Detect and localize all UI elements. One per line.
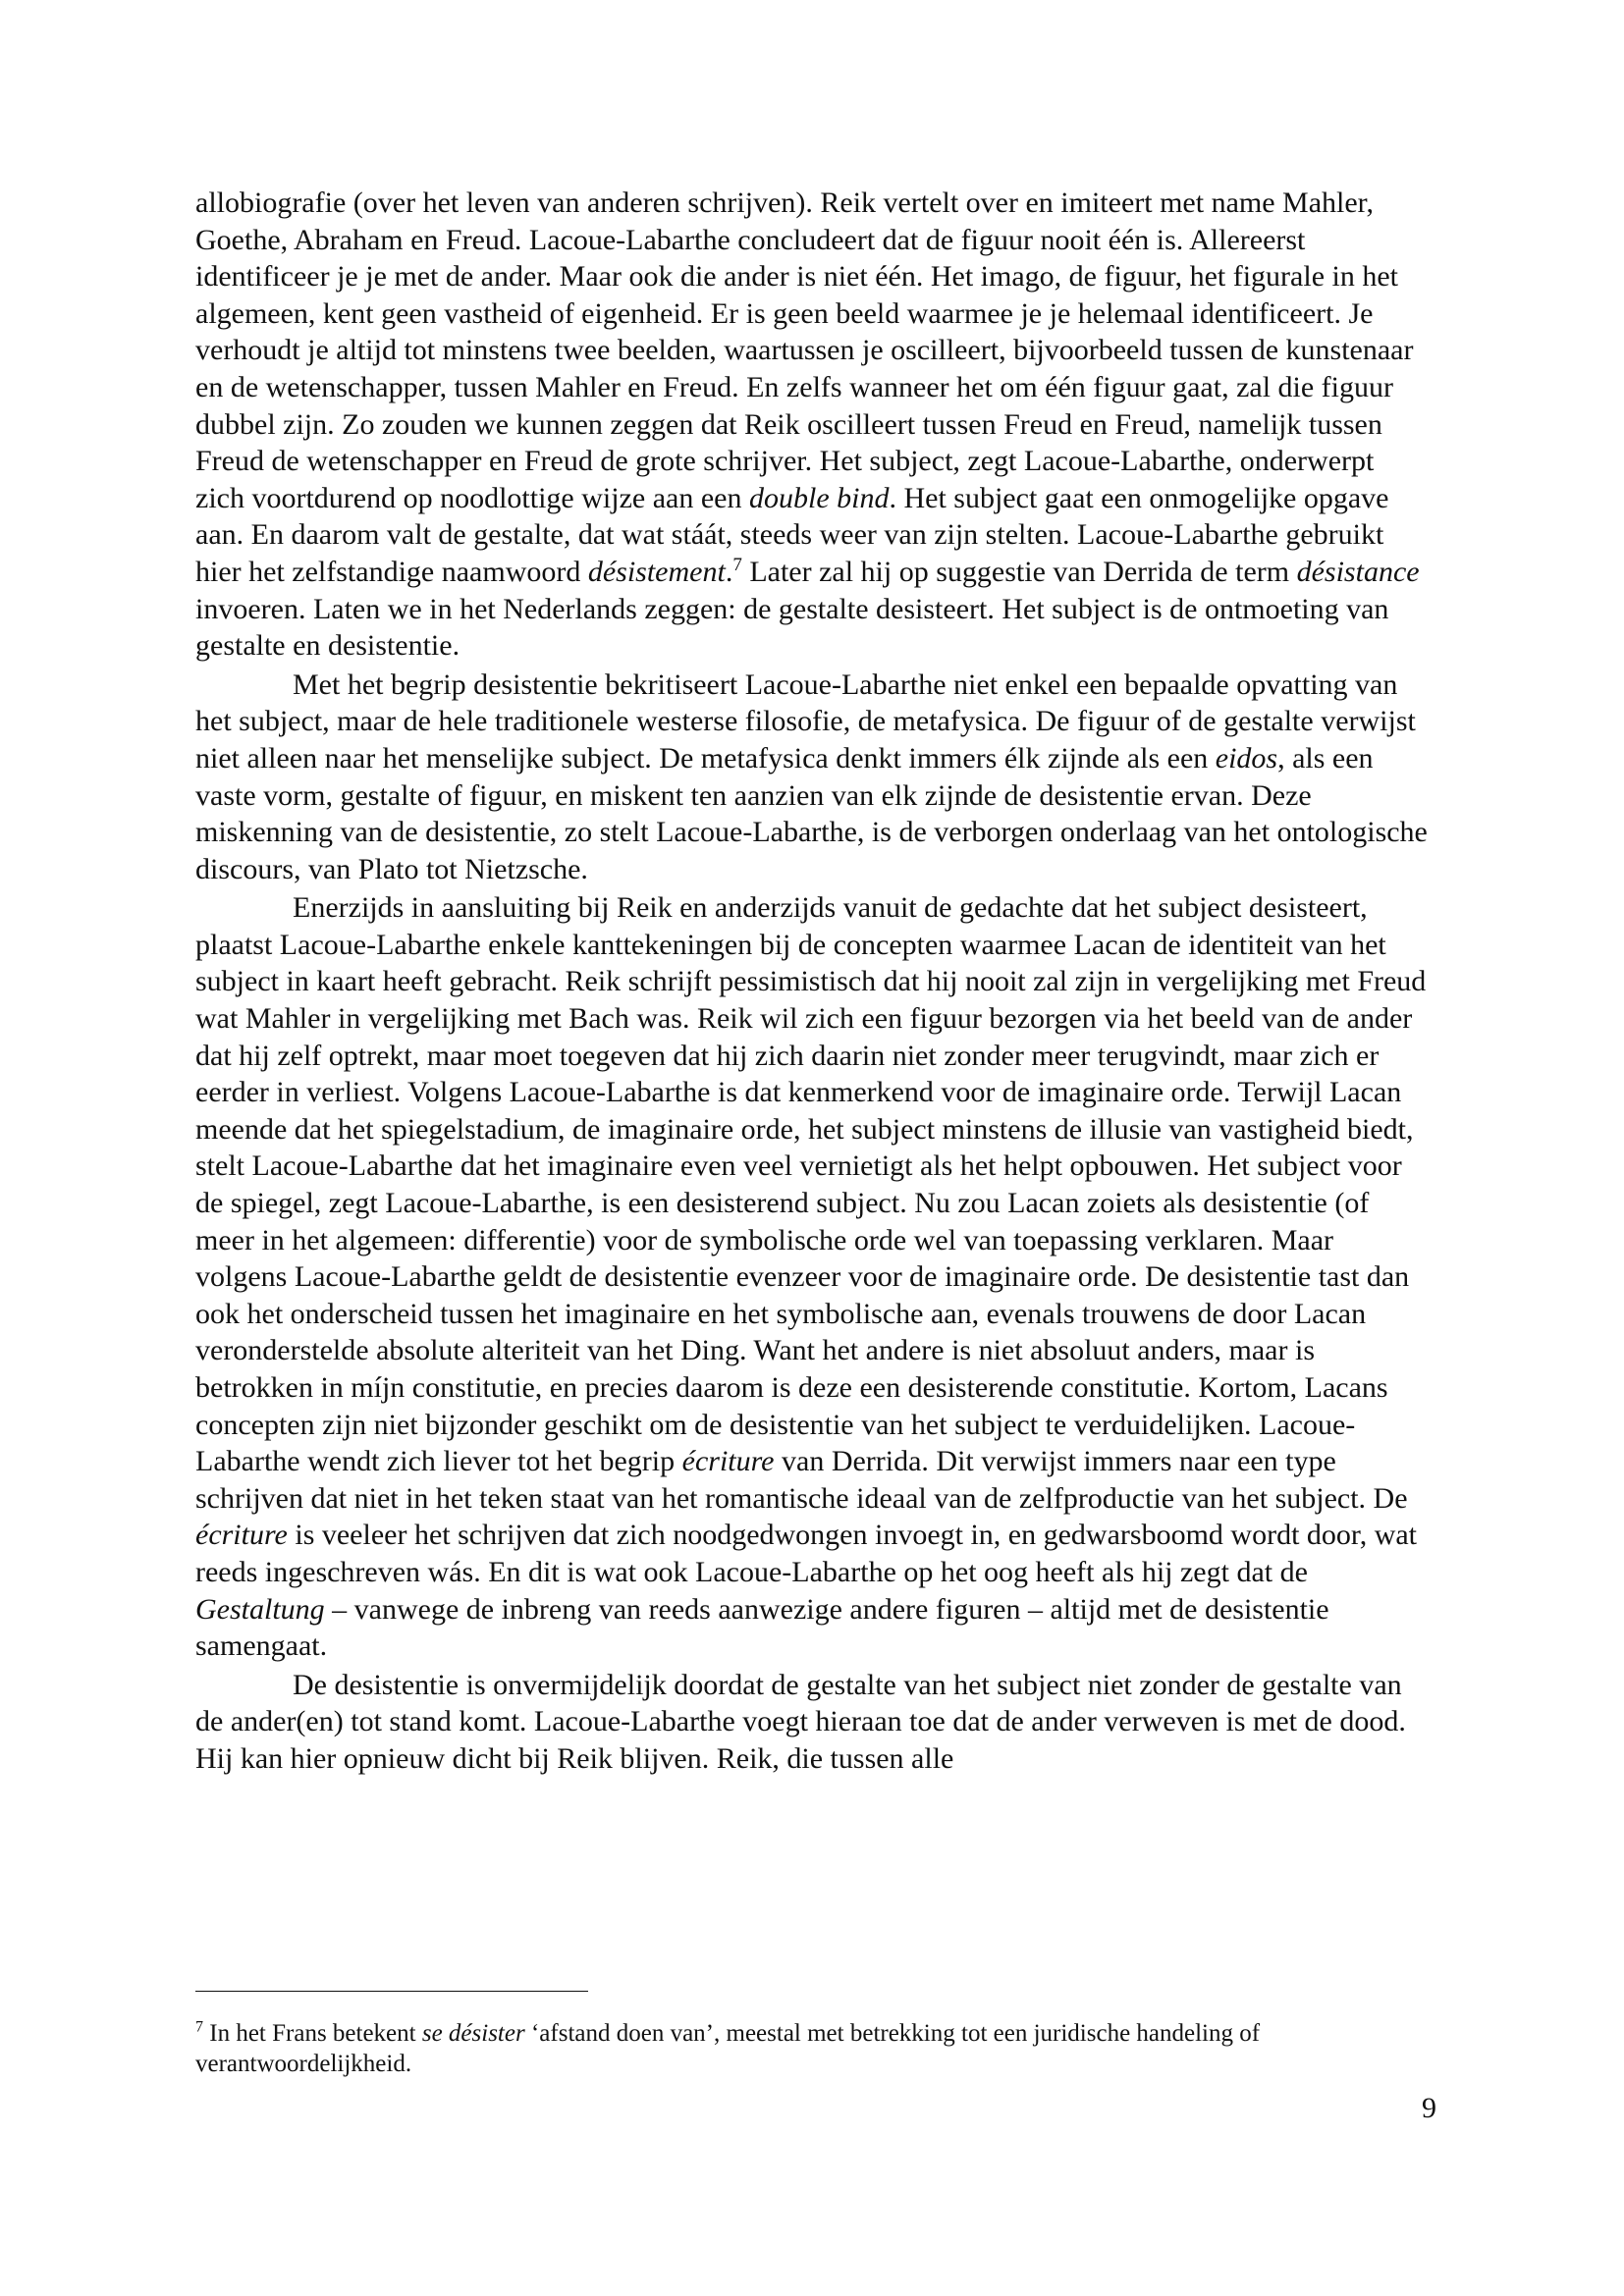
italic-term: écriture: [195, 1519, 288, 1552]
text-run: – vanwege de inbreng van reeds aanwezige andere figuren – altijd met de desistentie samengaat.: [195, 1592, 1329, 1663]
text-run: De desistentie is onvermijdelijk doordat de gestalte van het subject niet zonder de gestalte van de ander(en) tot stand komt. Lacoue-Labarthe voegt hieraan toe dat de ander verweven is met de dood. Hij kan hier opnieuw dicht bij Reik blijven. Reik, die tussen alle: [195, 1668, 1406, 1775]
italic-term: désistement: [587, 555, 726, 588]
text-run: Later zal hij op suggestie van Derrida de term: [741, 555, 1297, 588]
text-run: In het Frans betekent: [203, 2020, 422, 2047]
page-number: 9: [1422, 2092, 1436, 2124]
text-run: .: [725, 555, 733, 588]
paragraph: [195, 1667, 1428, 1778]
text-run: is veeleer het schrijven dat zich noodgedwongen invoegt in, en gedwarsboomd wordt door, wat reeds ingeschreven wás. En dit is wat ook Lacoue-Labarthe op het oog heeft als hij zegt dat de: [195, 1519, 1418, 1588]
text-run: . Het subject gaat een onmogelijke opgave aan. En daarom valt de gestalte, dat wat stáát, steeds weer van zijn stelten. Lacoue-Labarthe gebruikt hier het zelfstandige naamwoord: [195, 481, 1389, 588]
paragraph: [195, 889, 1428, 1664]
text-run: , als een vaste vorm, gestalte of figuur, en miskent ten aanzien van elk zijnde de desistentie ervan. Deze miskenning van de desistentie, zo stelt Lacoue-Labarthe, is de verborgen onderlaag van het ontologische discours, van Plato tot Nietzsche.: [195, 741, 1428, 885]
text-run: allobiografie (over het leven van anderen schrijven). Reik vertelt over en imiteert met name Mahler, Goethe, Abraham en Freud. Lacoue-Labarthe concludeert dat de figuur nooit één is. Allereerst identificeer je je met de ander. Maar ook die ander is niet één. Het imago, de figuur, het figurale in het algemeen, kent geen vastheid of eigenheid. Er is geen beeld waarmee je je helemaal identificeert. Je verhoudt je altijd tot minstens twee beelden, waartussen je oscilleert, bijvoorbeeld tussen de kunstenaar en de wetenschapper, tussen Mahler en Freud. En zelfs wanneer het om één figuur gaat, zal die figuur dubbel zijn. Zo zouden we kunnen zeggen dat Reik oscilleert tussen Freud en Freud, namelijk tussen Freud de wetenschapper en Freud de grote schrijver. Het subject, zegt Lacoue-Labarthe, onderwerpt zich voortdurend op noodlottige wijze aan een: [195, 187, 1414, 514]
italic-term: eidos: [1215, 741, 1278, 774]
text-run: ‘afstand doen van’, meestal met betrekking tot een juridische handeling of verantwoordelijkheid.: [195, 2020, 1261, 2077]
footnote-separator: [195, 1991, 588, 1992]
footnote-reference[interactable]: 7: [732, 554, 742, 575]
footnote-number: 7: [195, 2018, 203, 2036]
paragraph: [195, 667, 1428, 888]
paragraph: [195, 185, 1428, 665]
italic-term: se désister: [421, 2020, 525, 2047]
text-run: van Derrida. Dit verwijst immers naar een type schrijven dat niet in het teken staat van het romantische ideaal van de zelfproductie van het subject. De: [195, 1445, 1408, 1515]
italic-term: Gestaltung: [195, 1592, 325, 1626]
body-text: [195, 185, 1428, 1778]
text-run: invoeren. Laten we in het Nederlands zeggen: de gestalte desisteert. Het subject is de ontmoeting van gestalte en desistentie.: [195, 592, 1389, 663]
italic-term: double bind: [748, 481, 890, 514]
italic-term: écriture: [681, 1445, 775, 1478]
text-run: Enerzijds in aansluiting bij Reik en anderzijds vanuit de gedachte dat het subject desisteert, plaatst Lacoue-Labarthe enkele kanttekeningen bij de concepten waarmee Lacan de identiteit van het subject in kaart heeft gebracht. Reik schrijft pessimistisch dat hij nooit zal zijn in vergelijking met Freud wat Mahler in vergelijking met Bach was. Reik wil zich een figuur bezorgen via het beeld van de ander dat hij zelf optrekt, maar moet toegeven dat hij zich daarin niet zonder meer terugvindt, maar zich er eerder in verliest. Volgens Lacoue-Labarthe is dat kenmerkend voor de imaginaire orde. Terwijl Lacan meende dat het spiegelstadium, de imaginaire orde, het subject minstens de illusie van vastigheid biedt, stelt Lacoue-Labarthe dat het imaginaire even veel vernietigt als het helpt opbouwen. Het subject voor de spiegel, zegt Lacoue-Labarthe, is een desisterend subject. Nu zou Lacan zoiets als desistentie (of meer in het algemeen: differentie) voor de symbolische orde wel van toepassing verklaren. Maar volgens Lacoue-Labarthe geldt de desistentie evenzeer voor de imaginaire orde. De desistentie tast dan ook het onderscheid tussen het imaginaire en het symbolische aan, evenals trouwens de door Lacan veronderstelde absolute alteriteit van het Ding. Want het andere is niet absoluut anders, maar is betrokken in míjn constitutie, en precies daarom is deze een desisterende constitutie. Kortom, Lacans concepten zijn niet bijzonder geschikt om de desistentie van het subject te verduidelijken. Lacoue-Labarthe wendt zich liever tot het begrip: [195, 891, 1427, 1478]
text-run: Met het begrip desistentie bekritiseert Lacoue-Labarthe niet enkel een bepaalde opvatting van het subject, maar de hele traditionele westerse filosofie, de metafysica. De figuur of de gestalte verwijst niet alleen naar het menselijke subject. De metafysica denkt immers élk zijnde als een: [195, 667, 1416, 774]
italic-term: désistance: [1296, 555, 1420, 588]
footnote: [195, 2018, 1428, 2079]
